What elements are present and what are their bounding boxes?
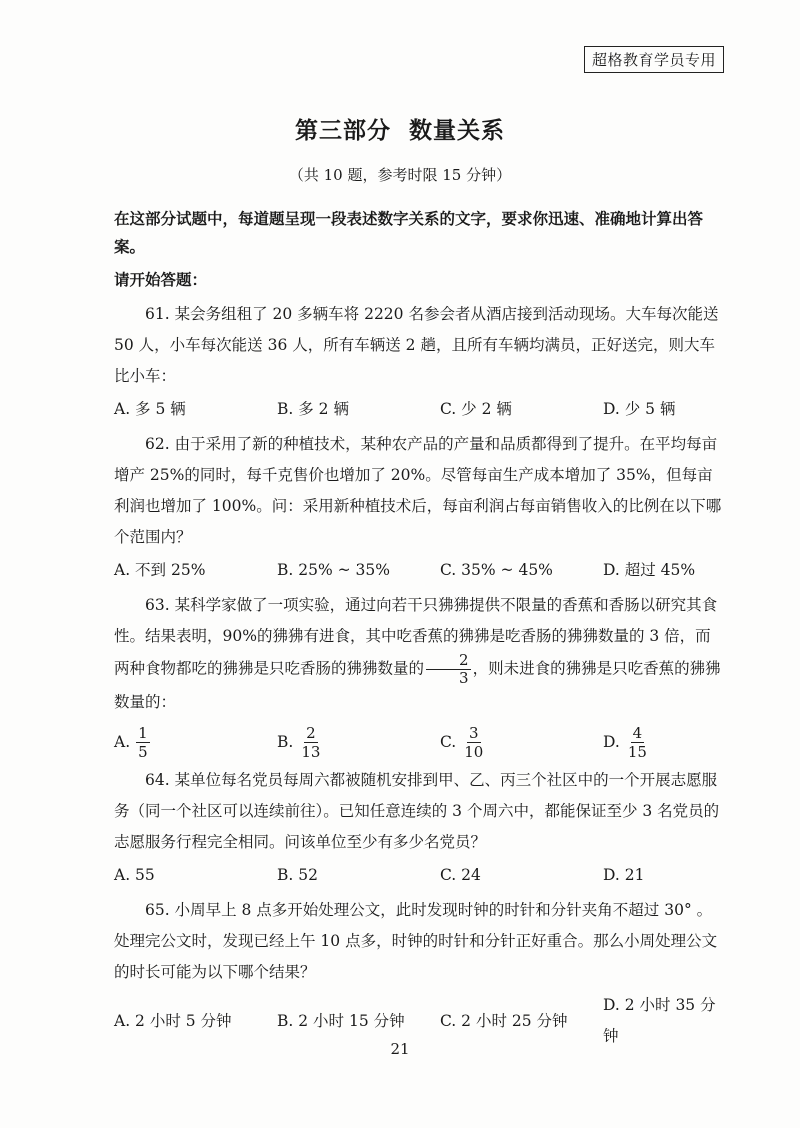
question-text: 64. 某单位每名党员每周六都被随机安排到甲、乙、丙三个社区中的一个开展志愿服务（同一个社区可以连续前往）。已知任意连续的 3 个周六中，都能保证至少 3 名党员的志愿服务行程完全相同。问该单位至少有多少名党员？ xyxy=(114,771,720,851)
question-text: 65. 小周早上 8 点多开始处理公文，此时发现时钟的时针和分针夹角不超过 30° 。处理完公文时，发现已经上午 10 点多，时钟的时针和分针正好重合。那么小周处理公文的时长可能为以下哪个结果？ xyxy=(114,901,718,981)
fraction-denominator: 15 xyxy=(627,743,647,761)
option-d: D. 2 小时 35 分钟 xyxy=(603,996,716,1045)
option-c xyxy=(440,724,603,761)
question-64 xyxy=(114,765,726,891)
fraction-numerator: 2 xyxy=(426,652,471,670)
question-62 xyxy=(114,429,726,586)
fraction-denominator: 5 xyxy=(138,743,148,761)
option-row xyxy=(114,394,726,425)
option-label: C. xyxy=(440,733,457,751)
option-d: D. 超过 45% xyxy=(603,561,696,579)
option-c: C. 少 2 辆 xyxy=(440,400,512,418)
question-text-before: 63. 某科学家做了一项实验，通过向若干只狒狒提供不限量的香蕉和香肠以研究其食性。结果表明，90%的狒狒有进食，其中吃香蕉的狒狒是吃香肠的狒狒数量的 3 倍，而两种食物都吃的狒狒是只吃香肠的狒狒数量的 xyxy=(114,596,718,678)
fraction-denominator: 3 xyxy=(459,669,469,687)
question-text: 61. 某会务组租了 20 多辆车将 2220 名参会者从酒店接到活动现场。大车每次能送 50 人，小车每次能送 36 人，所有车辆送 2 趟，且所有车辆均满员，正好送完，则大车比小车： xyxy=(114,305,719,385)
option-c: C. 35% ~ 45% xyxy=(440,561,553,579)
fraction-numerator: 1 xyxy=(138,724,148,742)
section-instruction: 在这部分试题中，每道题呈现一段表述数字关系的文字，要求你迅速、准确地计算出答案。 xyxy=(114,209,704,256)
option-row xyxy=(114,860,726,891)
question-text xyxy=(114,590,726,718)
option-b: B. 25% ~ 35% xyxy=(277,561,390,579)
question-text-after: ，则未进食的狒狒是只吃香蕉的狒狒数量的： xyxy=(114,659,721,711)
option-b: B. 52 xyxy=(277,866,318,884)
option-a: A. 55 xyxy=(114,866,155,884)
start-prompt: 请开始答题： xyxy=(114,270,208,289)
option-label: A. xyxy=(114,733,131,751)
question-content xyxy=(114,205,726,1056)
option-b: B. 多 2 辆 xyxy=(277,400,349,418)
option-fraction xyxy=(626,724,649,761)
option-b: B. 2 小时 15 分钟 xyxy=(277,1011,405,1030)
option-c: C. 24 xyxy=(440,866,481,884)
inline-fraction xyxy=(426,652,471,687)
question-65 xyxy=(114,895,726,1052)
option-row xyxy=(114,555,726,586)
option-fraction xyxy=(136,724,150,761)
fraction-denominator: 10 xyxy=(464,743,484,761)
section-subtitle: （共 10 题，参考时限 15 分钟） xyxy=(288,166,512,184)
option-a xyxy=(114,724,277,761)
option-d xyxy=(603,724,723,761)
section-title: 第三部分 数量关系 xyxy=(294,117,505,144)
fraction-denominator: 13 xyxy=(301,743,321,761)
option-a: A. 2 小时 5 分钟 xyxy=(114,1011,232,1030)
question-text: 62. 由于采用了新的种植技术，某种农产品的产量和品质都得到了提升。在平均每亩增产 25%的同时，每千克售价也增加了 20%。尽管每亩生产成本增加了 35%，但每亩利润也增加了 100%。问：采用新种植技术后，每亩利润占每亩销售收入的比例在以下哪个范围内？ xyxy=(114,435,722,546)
option-a: A. 多 5 辆 xyxy=(114,400,186,418)
fraction-numerator: 2 xyxy=(306,724,316,742)
fraction-numerator: 3 xyxy=(469,724,479,742)
page-number: 21 xyxy=(390,1040,410,1058)
option-label: B. xyxy=(277,733,294,751)
option-b xyxy=(277,724,440,761)
option-row xyxy=(114,724,726,761)
option-fraction xyxy=(299,724,322,761)
option-label: D. xyxy=(603,733,620,751)
question-61 xyxy=(114,299,726,425)
option-fraction xyxy=(462,724,485,761)
fraction-numerator: 4 xyxy=(632,724,643,742)
option-c: C. 2 小时 25 分钟 xyxy=(440,1011,568,1030)
option-a: A. 不到 25% xyxy=(114,561,206,579)
option-d: D. 21 xyxy=(603,866,645,884)
header-tag: 超格教育学员专用 xyxy=(584,46,724,73)
option-d: D. 少 5 辆 xyxy=(603,400,676,418)
question-63 xyxy=(114,590,726,761)
